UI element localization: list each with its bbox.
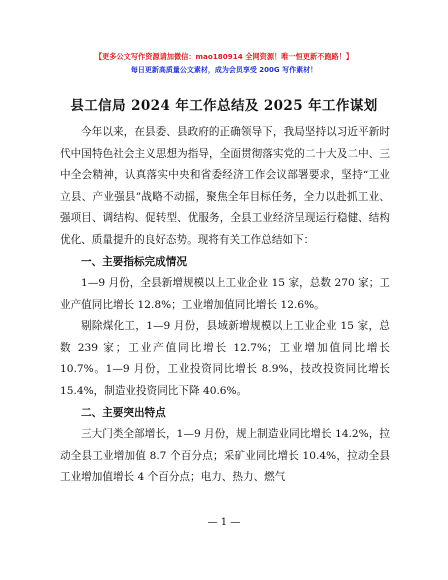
intro-paragraph: 今年以来，在县委、县政府的正确领导下，我局坚持以习近平新时代中国特色社会主义思想为指导，全面贯彻落实党的二十大及二中、三中全会精神，认真落实中央和省委经济工作会议部署要求，坚持“工业立县、产业强县”战略不动摇，聚焦全年目标任务，全力以赴抓工业、强项目、调结构、促转型、优服务，全县工业经济呈现运行稳健、结构优化、质量提升的良好态势。现将有关工作总结如下： <box>60 126 390 246</box>
section-1-paragraph-2: 剔除煤化工，1—9 月份，县域新增规模以上工业企业 15 家，总数 239 家；工业产值同比增长 12.7%；工业增加值同比增长 10.7%。1—9 月份，工业投资同比增长 8.9%，技改投资同比增长 15.4%，制造业投资同比下降 40.6%。 <box>60 320 390 397</box>
page-number: — 1 — <box>207 517 241 528</box>
section-2-paragraph-1: 三大门类全部增长，1—9 月份，规上制造业同比增长 14.2%，拉动全县工业增加值 8.7 个百分点；采矿业同比增长 10.4%，拉动全县工业增加值增长 4 个百分点；电力、热力、燃气 <box>60 428 390 483</box>
section-2-heading: 二、主要突出特点 <box>81 407 166 419</box>
document-body <box>60 122 390 489</box>
section-1-heading: 一、主要指标完成情况 <box>81 256 187 268</box>
promo-banner <box>0 52 448 75</box>
section-1-paragraph-1: 1—9 月份，全县新增规模以上工业企业 15 家，总数 270 家；工业产值同比增长 12.8%；工业增加值同比增长 12.6%。 <box>60 277 390 311</box>
promo-line-2: 每日更新高质量公文素材，成为会员享受 200G 写作素材！ <box>130 66 318 74</box>
promo-line-1: 【更多公文写作资源请加微信：mao180914 全网资源！唯一恒更新不跑路！】 <box>94 52 354 61</box>
document-title: 县工信局 2024 年工作总结及 2025 年工作谋划 <box>70 98 378 114</box>
